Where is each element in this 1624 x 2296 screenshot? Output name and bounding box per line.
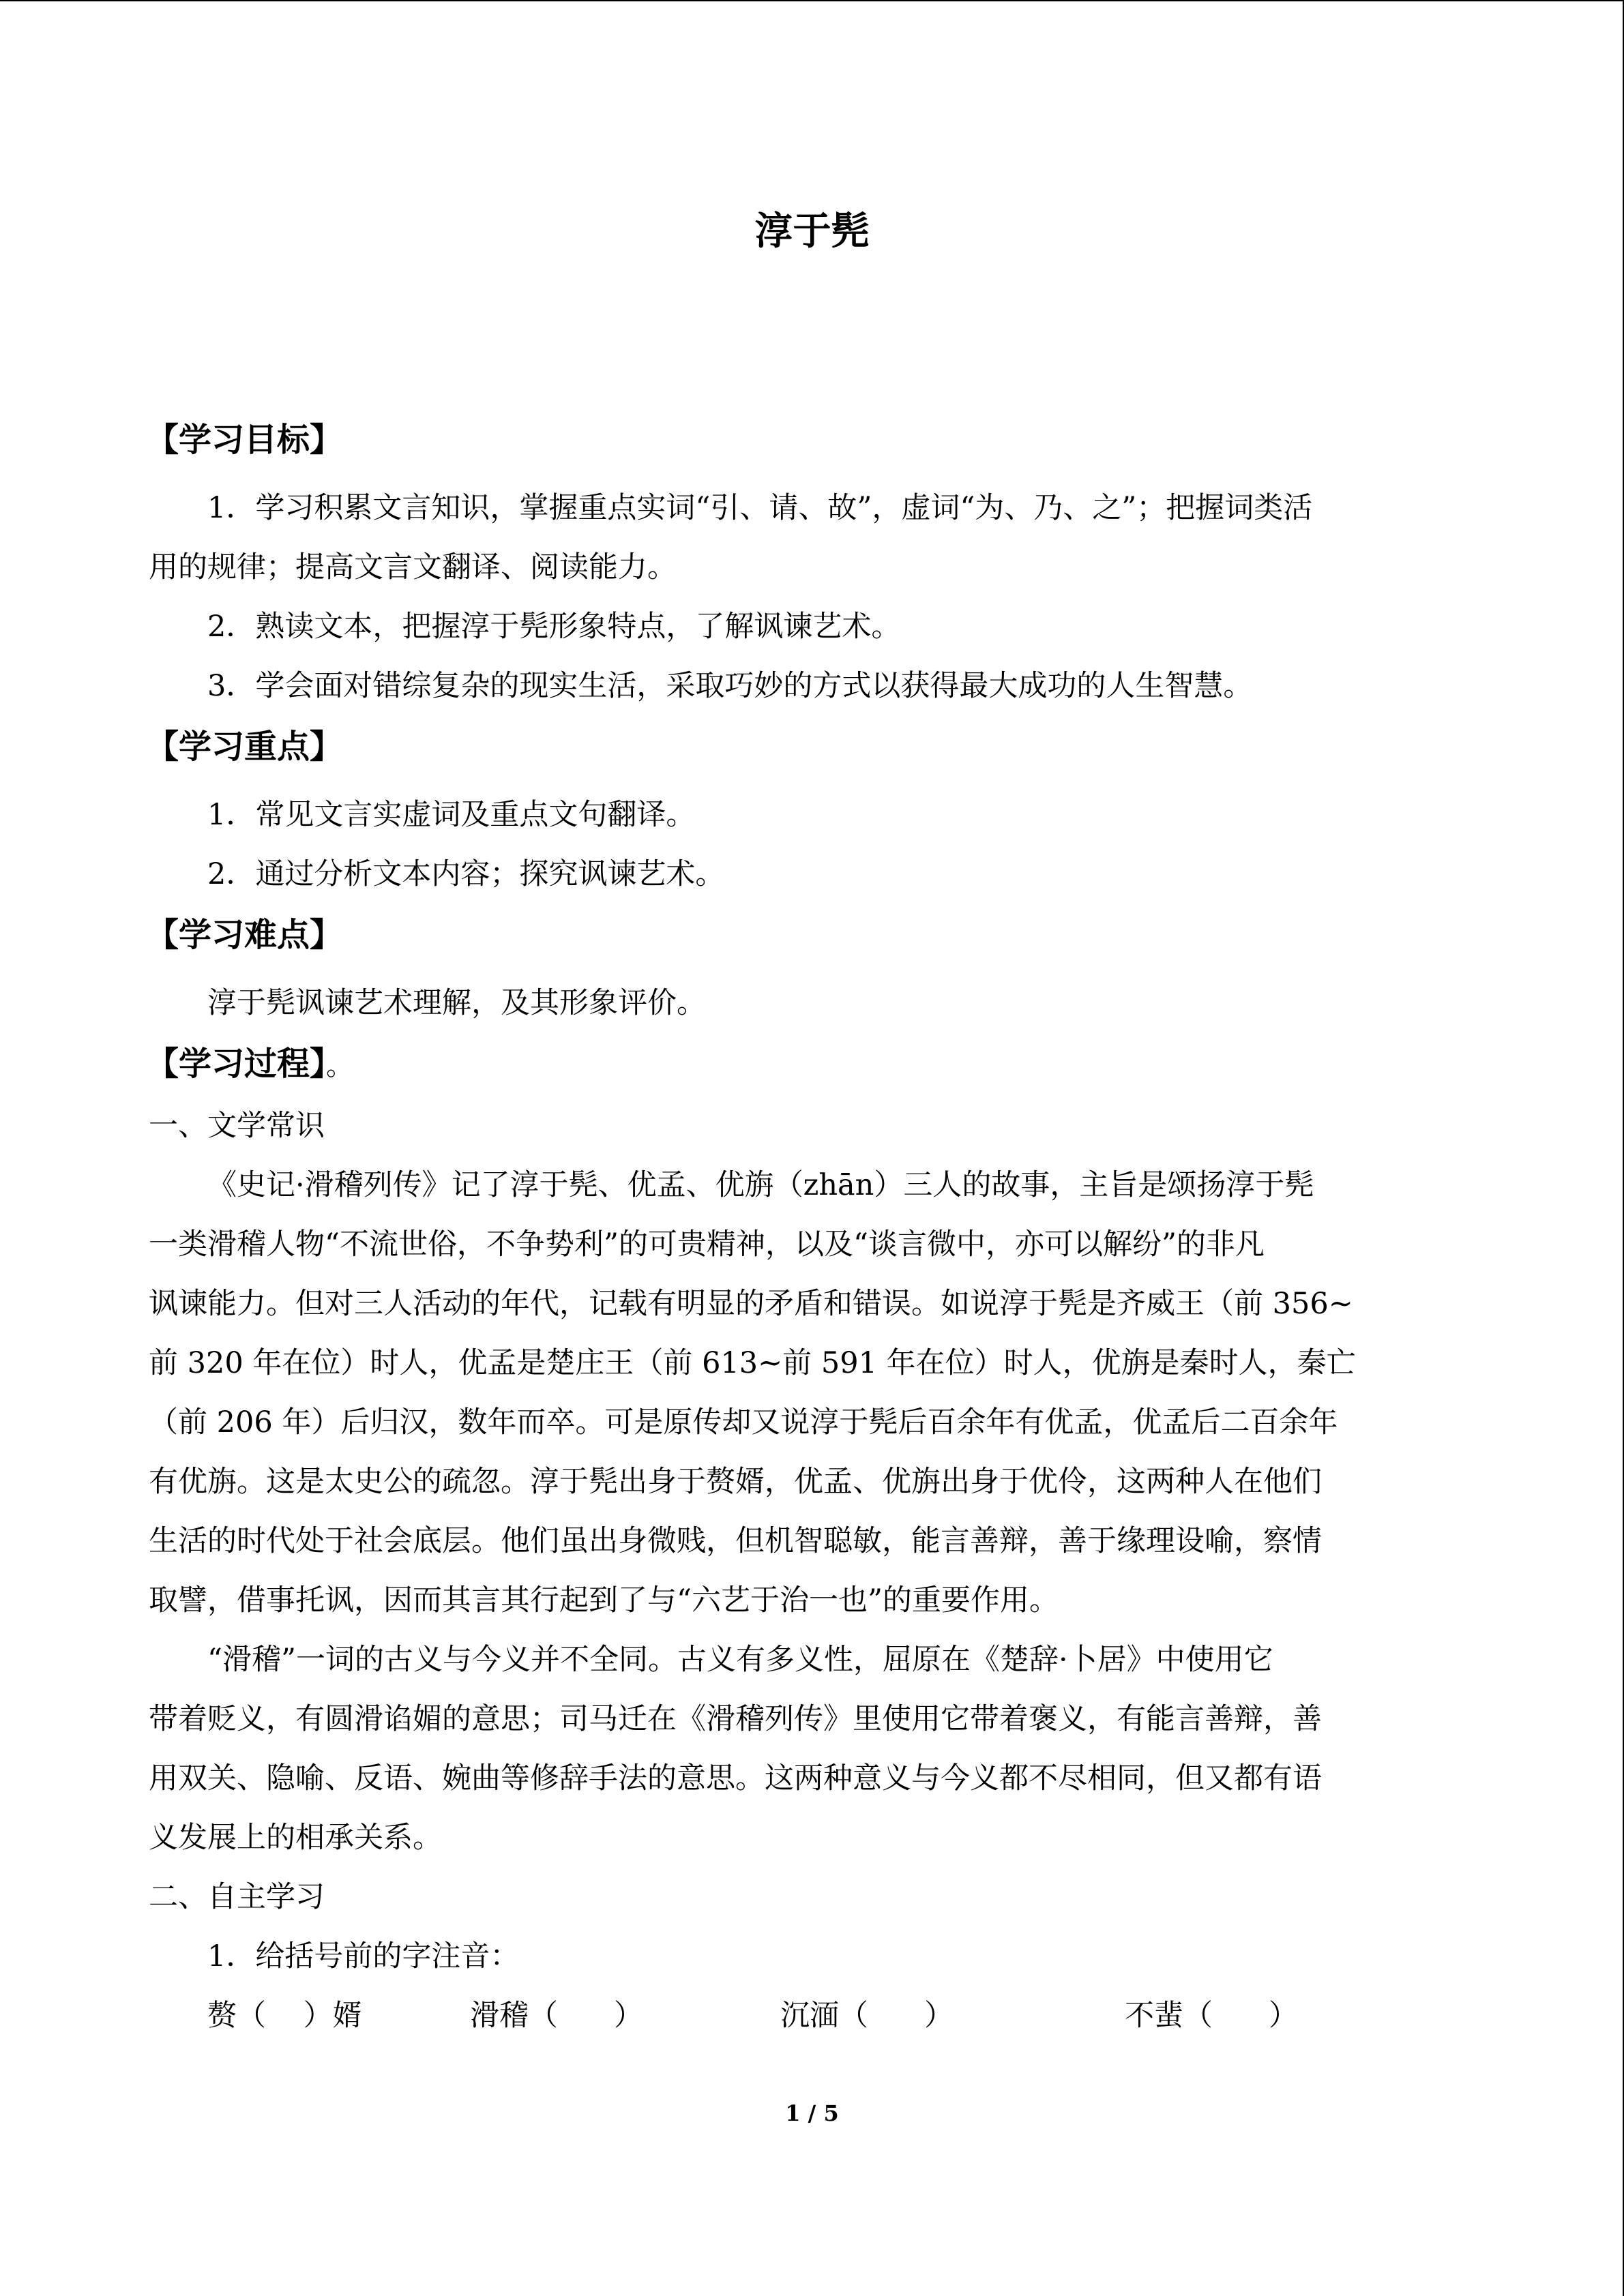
- part1-para2-line: 用双关、隐喻、反语、婉曲等修辞手法的意思。这两种意义与今义都不尽相同，但又都有语: [149, 1761, 1322, 1795]
- pinyin-item: 沉湎（ ）: [780, 1999, 954, 2033]
- process-heading-text: 【学习过程】: [146, 1045, 327, 1083]
- pinyin-item: 赘（ ）婿: [207, 1999, 362, 2033]
- section-heading-difficulties: 【学习难点】: [146, 916, 343, 954]
- part1-title: 一、文学常识: [149, 1109, 325, 1143]
- section-heading-process: [146, 1033, 1475, 1097]
- section-heading-keypoints: 【学习重点】: [146, 728, 343, 766]
- part1-para1: [149, 1156, 1475, 1630]
- page-number: 1 / 5: [785, 2100, 839, 2126]
- spacer: [149, 259, 1475, 409]
- part1-para1-line: （前 206 年）后归汉，数年而卒。可是原传却又说淳于髡后百余年有优孟，优孟后二百余年: [149, 1405, 1338, 1440]
- part1-para2-line: 义发展上的相承关系。: [149, 1821, 442, 1855]
- pinyin-item: 滑稽（ ）: [470, 1999, 644, 2033]
- part1-para1-line: 生活的时代处于社会底层。他们虽出身微贱，但机智聪敏，能言善辩，善于缘理设喻，察情: [149, 1524, 1322, 1558]
- part1-para1-line: 一类滑稽人物“不流世俗，不争势利”的可贵精神，以及“谈言微中，亦可以解纷”的非凡: [149, 1227, 1265, 1262]
- part1-para1-line: 取譬，借事托讽，因而其言其行起到了与“六艺于治一也”的重要作用。: [149, 1583, 1059, 1617]
- part1-para1-line: 《史记·滑稽列传》记了淳于髡、优孟、优旃（zhān）三人的故事，主旨是颂扬淳于髡: [207, 1168, 1314, 1202]
- difficulty-text: 淳于髡讽谏艺术理解，及其形象评价。: [207, 986, 706, 1020]
- goal-item-1-line1: 1．学习积累文言知识，掌握重点实词“引、请、故”，虚词“为、乃、之”；把握词类活: [207, 491, 1313, 525]
- pinyin-exercise-row: [149, 1986, 1475, 2046]
- part1-para1-line: 前 320 年在位）时人，优孟是楚庄王（前 613~前 591 年在位）时人，优旃是秦时人，秦亡: [149, 1346, 1356, 1380]
- section-heading-goals: 【学习目标】: [146, 421, 343, 459]
- part1-para2: [149, 1630, 1475, 1868]
- goal-item-3: 3．学会面对错综复杂的现实生活，采取巧妙的方式以获得最大成功的人生智慧。: [207, 669, 1253, 703]
- part1-para1-line: 有优旃。这是太史公的疏忽。淳于髡出身于赘婿，优孟、优旃出身于优伶，这两种人在他们: [149, 1465, 1322, 1499]
- keypoint-item-1: 1．常见文言实虚词及重点文句翻译。: [207, 798, 696, 832]
- process-heading-suffix: 。: [326, 1050, 354, 1082]
- goal-item-1-line2: 用的规律；提高文言文翻译、阅读能力。: [149, 550, 677, 584]
- document-title: 淳于髡: [754, 209, 870, 254]
- part1-para2-line: 带着贬义，有圆滑谄媚的意思；司马迁在《滑稽列传》里使用它带着褒义，有能言善辩，善: [149, 1702, 1322, 1736]
- document-body: [146, 205, 1475, 2046]
- goal-item-2: 2．熟读文本，把握淳于髡形象特点，了解讽谏艺术。: [207, 610, 901, 644]
- part1-para2-line: “滑稽”一词的古义与今义并不全同。古义有多义性，屈原在《楚辞·卜居》中使用它: [207, 1643, 1273, 1677]
- part2-title: 二、自主学习: [149, 1880, 325, 1914]
- keypoint-item-2: 2．通过分析文本内容；探究讽谏艺术。: [207, 857, 725, 891]
- part2-question-1: 1．给括号前的字注音：: [207, 1939, 520, 1973]
- part1-para1-line: 讽谏能力。但对三人活动的年代，记载有明显的矛盾和错误。如说淳于髡是齐威王（前 356~: [149, 1287, 1353, 1321]
- pinyin-item: 不蜚（ ）: [1125, 1999, 1299, 2033]
